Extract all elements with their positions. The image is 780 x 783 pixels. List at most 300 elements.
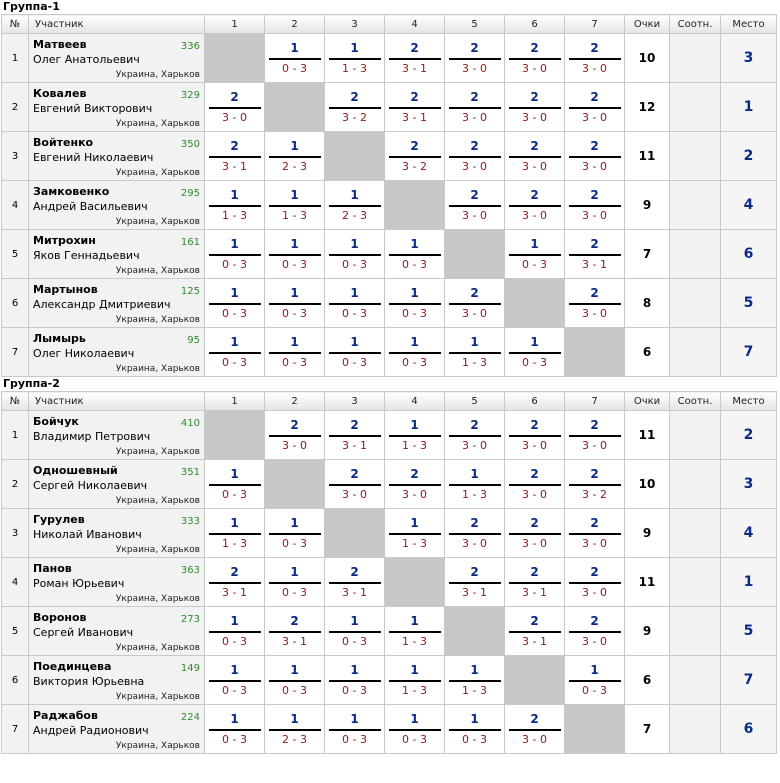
match-cell bbox=[325, 607, 385, 656]
match-score: 0 - 3 bbox=[582, 684, 607, 697]
header-opponent-7: 7 bbox=[565, 392, 625, 411]
player-city: Украина, Харьков bbox=[115, 364, 200, 374]
ratio-cell bbox=[670, 279, 721, 328]
match-cell bbox=[385, 705, 445, 754]
match-score: 0 - 3 bbox=[522, 258, 547, 271]
match-divider bbox=[389, 254, 441, 256]
match-score: 0 - 3 bbox=[342, 307, 367, 320]
match-divider bbox=[209, 254, 261, 256]
match-score: 3 - 0 bbox=[522, 488, 547, 501]
match-divider bbox=[269, 156, 321, 158]
match-points: 2 bbox=[410, 90, 419, 104]
player-cell[interactable] bbox=[29, 83, 205, 132]
match-score: 0 - 3 bbox=[222, 356, 247, 369]
match-divider bbox=[329, 435, 381, 437]
match-divider bbox=[329, 58, 381, 60]
match-cell bbox=[505, 509, 565, 558]
player-row bbox=[2, 230, 777, 279]
player-cell[interactable] bbox=[29, 230, 205, 279]
player-cell[interactable] bbox=[29, 656, 205, 705]
match-divider bbox=[449, 107, 501, 109]
total-points: 6 bbox=[625, 328, 670, 377]
match-divider bbox=[509, 631, 561, 633]
self-cell bbox=[385, 181, 445, 230]
player-fullname: Андрей Радионович bbox=[33, 724, 149, 737]
match-cell bbox=[265, 607, 325, 656]
player-row bbox=[2, 328, 777, 377]
match-cell bbox=[205, 83, 265, 132]
match-score: 0 - 3 bbox=[282, 356, 307, 369]
match-points: 1 bbox=[350, 188, 359, 202]
header-opponent-6: 6 bbox=[505, 392, 565, 411]
match-score: 3 - 1 bbox=[582, 258, 607, 271]
match-divider bbox=[449, 680, 501, 682]
ratio-cell bbox=[670, 181, 721, 230]
match-cell bbox=[205, 132, 265, 181]
header-opponent-6: 6 bbox=[505, 15, 565, 34]
match-divider bbox=[509, 435, 561, 437]
match-cell bbox=[265, 34, 325, 83]
player-surname[interactable]: Панов bbox=[33, 562, 72, 575]
player-cell[interactable] bbox=[29, 411, 205, 460]
group-title: Группа-2 bbox=[3, 377, 60, 390]
player-rating: 351 bbox=[180, 467, 200, 478]
place-cell: 2 bbox=[721, 132, 777, 181]
match-divider bbox=[449, 303, 501, 305]
player-surname[interactable]: Бойчук bbox=[33, 415, 79, 428]
match-cell bbox=[445, 132, 505, 181]
match-cell bbox=[505, 230, 565, 279]
match-divider bbox=[569, 582, 621, 584]
match-cell bbox=[445, 181, 505, 230]
match-points: 1 bbox=[290, 237, 299, 251]
match-cell bbox=[325, 230, 385, 279]
match-points: 1 bbox=[410, 335, 419, 349]
player-city: Украина, Харьков bbox=[115, 447, 200, 457]
match-divider bbox=[449, 205, 501, 207]
header-opponent-4: 4 bbox=[385, 15, 445, 34]
match-cell bbox=[265, 230, 325, 279]
ratio-cell bbox=[670, 656, 721, 705]
match-cell bbox=[505, 83, 565, 132]
match-score: 3 - 0 bbox=[522, 733, 547, 746]
self-cell bbox=[265, 83, 325, 132]
match-cell bbox=[565, 460, 625, 509]
player-row bbox=[2, 607, 777, 656]
place-cell: 4 bbox=[721, 509, 777, 558]
ratio-cell bbox=[670, 705, 721, 754]
match-divider bbox=[509, 533, 561, 535]
match-score: 3 - 1 bbox=[222, 586, 247, 599]
match-points: 1 bbox=[410, 614, 419, 628]
player-surname[interactable]: Поединцева bbox=[33, 660, 112, 673]
header-opponent-1: 1 bbox=[205, 15, 265, 34]
player-surname[interactable]: Раджабов bbox=[33, 709, 98, 722]
match-divider bbox=[269, 631, 321, 633]
player-surname[interactable]: Замковенко bbox=[33, 185, 110, 198]
match-points: 2 bbox=[530, 516, 539, 530]
player-fullname: Евгений Викторович bbox=[33, 102, 153, 115]
match-cell bbox=[325, 656, 385, 705]
match-divider bbox=[209, 156, 261, 158]
match-divider bbox=[329, 205, 381, 207]
self-cell bbox=[205, 411, 265, 460]
match-score: 0 - 3 bbox=[282, 684, 307, 697]
player-fullname: Яков Геннадьевич bbox=[33, 249, 140, 262]
match-points: 2 bbox=[350, 90, 359, 104]
player-surname[interactable]: Ковалев bbox=[33, 87, 87, 100]
player-fullname: Евгений Николаевич bbox=[33, 151, 154, 164]
match-divider bbox=[389, 352, 441, 354]
player-fullname: Олег Николаевич bbox=[33, 347, 135, 360]
match-score: 3 - 0 bbox=[582, 160, 607, 173]
match-points: 2 bbox=[590, 467, 599, 481]
player-number: 2 bbox=[2, 83, 29, 132]
player-cell[interactable] bbox=[29, 460, 205, 509]
match-divider bbox=[269, 680, 321, 682]
player-rating: 336 bbox=[180, 41, 200, 52]
header-ratio: Соотн. bbox=[670, 392, 721, 411]
match-cell bbox=[445, 328, 505, 377]
player-cell[interactable] bbox=[29, 181, 205, 230]
match-score: 3 - 1 bbox=[342, 586, 367, 599]
match-cell bbox=[505, 34, 565, 83]
match-cell bbox=[385, 34, 445, 83]
match-points: 2 bbox=[590, 516, 599, 530]
player-surname[interactable]: Гурулев bbox=[33, 513, 85, 526]
match-cell bbox=[505, 558, 565, 607]
player-surname[interactable]: Лымырь bbox=[33, 332, 86, 345]
match-cell bbox=[565, 181, 625, 230]
header-participant: Участник bbox=[29, 15, 205, 34]
match-divider bbox=[269, 254, 321, 256]
player-number: 5 bbox=[2, 607, 29, 656]
match-cell bbox=[325, 34, 385, 83]
match-cell bbox=[385, 279, 445, 328]
match-points: 1 bbox=[290, 663, 299, 677]
match-divider bbox=[269, 58, 321, 60]
match-divider bbox=[269, 582, 321, 584]
match-score: 1 - 3 bbox=[222, 537, 247, 550]
match-cell bbox=[505, 705, 565, 754]
match-points: 2 bbox=[410, 41, 419, 55]
place-cell: 6 bbox=[721, 705, 777, 754]
match-points: 2 bbox=[470, 139, 479, 153]
match-score: 1 - 3 bbox=[402, 439, 427, 452]
player-cell[interactable] bbox=[29, 509, 205, 558]
match-points: 2 bbox=[350, 565, 359, 579]
header-participant: Участник bbox=[29, 392, 205, 411]
match-divider bbox=[389, 729, 441, 731]
match-cell bbox=[265, 656, 325, 705]
match-score: 3 - 0 bbox=[582, 62, 607, 75]
player-cell[interactable] bbox=[29, 34, 205, 83]
match-cell bbox=[325, 83, 385, 132]
match-score: 0 - 3 bbox=[522, 356, 547, 369]
player-surname[interactable]: Одношевный bbox=[33, 464, 118, 477]
player-fullname: Сергей Иванович bbox=[33, 626, 134, 639]
match-divider bbox=[509, 107, 561, 109]
player-row bbox=[2, 509, 777, 558]
self-cell bbox=[445, 230, 505, 279]
total-points: 10 bbox=[625, 34, 670, 83]
header-place: Место bbox=[721, 15, 777, 34]
player-city: Украина, Харьков bbox=[115, 545, 200, 555]
match-points: 1 bbox=[410, 516, 419, 530]
match-score: 3 - 0 bbox=[462, 62, 487, 75]
match-points: 2 bbox=[410, 139, 419, 153]
match-divider bbox=[569, 107, 621, 109]
header-opponent-2: 2 bbox=[265, 15, 325, 34]
match-divider bbox=[209, 680, 261, 682]
match-score: 1 - 3 bbox=[462, 684, 487, 697]
player-number: 1 bbox=[2, 34, 29, 83]
match-cell bbox=[505, 607, 565, 656]
match-divider bbox=[389, 680, 441, 682]
ratio-cell bbox=[670, 509, 721, 558]
player-row bbox=[2, 83, 777, 132]
match-divider bbox=[269, 435, 321, 437]
player-city: Украина, Харьков bbox=[115, 119, 200, 129]
player-rating: 350 bbox=[180, 139, 200, 150]
total-points: 11 bbox=[625, 411, 670, 460]
match-cell bbox=[205, 509, 265, 558]
match-score: 3 - 0 bbox=[402, 488, 427, 501]
header-points: Очки bbox=[625, 15, 670, 34]
match-cell bbox=[205, 656, 265, 705]
header-num: № bbox=[2, 392, 29, 411]
player-rating: 295 bbox=[180, 188, 200, 199]
match-score: 1 - 3 bbox=[462, 488, 487, 501]
match-divider bbox=[509, 729, 561, 731]
match-points: 1 bbox=[290, 188, 299, 202]
match-score: 0 - 3 bbox=[282, 307, 307, 320]
match-cell bbox=[505, 411, 565, 460]
player-fullname: Александр Дмитриевич bbox=[33, 298, 171, 311]
match-cell bbox=[565, 132, 625, 181]
match-divider bbox=[569, 435, 621, 437]
match-points: 1 bbox=[290, 335, 299, 349]
match-points: 1 bbox=[290, 139, 299, 153]
match-divider bbox=[329, 303, 381, 305]
match-divider bbox=[569, 254, 621, 256]
player-number: 2 bbox=[2, 460, 29, 509]
match-cell bbox=[445, 34, 505, 83]
match-score: 0 - 3 bbox=[222, 258, 247, 271]
match-score: 2 - 3 bbox=[342, 209, 367, 222]
header-opponent-5: 5 bbox=[445, 392, 505, 411]
match-points: 1 bbox=[470, 712, 479, 726]
player-rating: 410 bbox=[180, 418, 200, 429]
match-score: 0 - 3 bbox=[222, 635, 247, 648]
player-cell[interactable] bbox=[29, 132, 205, 181]
place-cell: 7 bbox=[721, 328, 777, 377]
player-surname[interactable]: Матвеев bbox=[33, 38, 87, 51]
player-rating: 363 bbox=[180, 565, 200, 576]
match-score: 1 - 3 bbox=[222, 209, 247, 222]
place-cell: 5 bbox=[721, 279, 777, 328]
match-cell bbox=[265, 411, 325, 460]
player-city: Украина, Харьков bbox=[115, 168, 200, 178]
match-score: 3 - 0 bbox=[282, 439, 307, 452]
match-divider bbox=[269, 303, 321, 305]
place-cell: 1 bbox=[721, 558, 777, 607]
match-score: 0 - 3 bbox=[342, 258, 367, 271]
match-cell bbox=[325, 411, 385, 460]
player-city: Украина, Харьков bbox=[115, 692, 200, 702]
ratio-cell bbox=[670, 132, 721, 181]
match-cell bbox=[385, 607, 445, 656]
match-score: 3 - 2 bbox=[582, 488, 607, 501]
match-cell bbox=[565, 230, 625, 279]
player-row bbox=[2, 558, 777, 607]
match-points: 2 bbox=[470, 516, 479, 530]
total-points: 8 bbox=[625, 279, 670, 328]
match-points: 1 bbox=[290, 286, 299, 300]
player-rating: 95 bbox=[187, 335, 200, 346]
match-divider bbox=[329, 631, 381, 633]
header-points: Очки bbox=[625, 392, 670, 411]
match-score: 0 - 3 bbox=[402, 258, 427, 271]
match-score: 0 - 3 bbox=[222, 488, 247, 501]
match-cell bbox=[565, 34, 625, 83]
match-cell bbox=[265, 279, 325, 328]
match-divider bbox=[509, 254, 561, 256]
match-divider bbox=[449, 582, 501, 584]
match-score: 3 - 0 bbox=[582, 439, 607, 452]
match-divider bbox=[449, 435, 501, 437]
match-cell bbox=[205, 558, 265, 607]
match-divider bbox=[329, 484, 381, 486]
header-opponent-4: 4 bbox=[385, 392, 445, 411]
ratio-cell bbox=[670, 328, 721, 377]
place-cell: 3 bbox=[721, 460, 777, 509]
player-number: 5 bbox=[2, 230, 29, 279]
match-score: 3 - 1 bbox=[282, 635, 307, 648]
player-cell[interactable] bbox=[29, 558, 205, 607]
player-surname[interactable]: Митрохин bbox=[33, 234, 96, 247]
match-score: 0 - 3 bbox=[222, 733, 247, 746]
match-points: 2 bbox=[530, 418, 539, 432]
match-points: 2 bbox=[590, 565, 599, 579]
player-surname[interactable]: Воронов bbox=[33, 611, 87, 624]
player-city: Украина, Харьков bbox=[115, 643, 200, 653]
match-score: 3 - 1 bbox=[402, 111, 427, 124]
match-points: 1 bbox=[410, 712, 419, 726]
self-cell bbox=[505, 656, 565, 705]
match-score: 0 - 3 bbox=[282, 537, 307, 550]
match-points: 1 bbox=[350, 237, 359, 251]
match-cell bbox=[385, 83, 445, 132]
match-score: 3 - 0 bbox=[582, 209, 607, 222]
match-score: 3 - 0 bbox=[582, 111, 607, 124]
match-points: 2 bbox=[230, 90, 239, 104]
match-score: 3 - 0 bbox=[462, 160, 487, 173]
header-num: № bbox=[2, 15, 29, 34]
match-points: 1 bbox=[230, 712, 239, 726]
header-row bbox=[2, 392, 777, 411]
player-cell[interactable] bbox=[29, 279, 205, 328]
match-divider bbox=[329, 582, 381, 584]
player-surname[interactable]: Мартынов bbox=[33, 283, 98, 296]
self-cell bbox=[445, 607, 505, 656]
match-score: 3 - 0 bbox=[582, 537, 607, 550]
ratio-cell bbox=[670, 230, 721, 279]
match-points: 1 bbox=[350, 286, 359, 300]
match-divider bbox=[209, 303, 261, 305]
match-cell bbox=[445, 705, 505, 754]
match-score: 3 - 0 bbox=[462, 209, 487, 222]
place-cell: 7 bbox=[721, 656, 777, 705]
total-points: 11 bbox=[625, 558, 670, 607]
match-points: 1 bbox=[470, 663, 479, 677]
match-divider bbox=[389, 107, 441, 109]
match-divider bbox=[389, 303, 441, 305]
match-points: 1 bbox=[410, 663, 419, 677]
match-points: 2 bbox=[530, 467, 539, 481]
match-divider bbox=[209, 107, 261, 109]
match-cell bbox=[325, 181, 385, 230]
self-cell bbox=[385, 558, 445, 607]
ratio-cell bbox=[670, 411, 721, 460]
player-cell[interactable] bbox=[29, 705, 205, 754]
match-score: 1 - 3 bbox=[402, 684, 427, 697]
match-cell bbox=[205, 181, 265, 230]
match-points: 1 bbox=[230, 516, 239, 530]
match-divider bbox=[209, 582, 261, 584]
match-points: 1 bbox=[470, 467, 479, 481]
match-score: 0 - 3 bbox=[222, 307, 247, 320]
self-cell bbox=[505, 279, 565, 328]
match-points: 2 bbox=[530, 90, 539, 104]
match-cell bbox=[385, 328, 445, 377]
self-cell bbox=[265, 460, 325, 509]
match-points: 1 bbox=[590, 663, 599, 677]
match-points: 1 bbox=[290, 41, 299, 55]
match-points: 2 bbox=[470, 90, 479, 104]
match-divider bbox=[209, 352, 261, 354]
match-divider bbox=[449, 352, 501, 354]
match-score: 3 - 1 bbox=[342, 439, 367, 452]
total-points: 9 bbox=[625, 181, 670, 230]
match-points: 2 bbox=[350, 467, 359, 481]
match-cell bbox=[505, 132, 565, 181]
player-cell[interactable] bbox=[29, 607, 205, 656]
player-cell[interactable] bbox=[29, 328, 205, 377]
match-score: 0 - 3 bbox=[342, 356, 367, 369]
ratio-cell bbox=[670, 460, 721, 509]
match-cell bbox=[325, 705, 385, 754]
header-place: Место bbox=[721, 392, 777, 411]
match-points: 2 bbox=[590, 237, 599, 251]
match-points: 1 bbox=[230, 467, 239, 481]
match-divider bbox=[329, 254, 381, 256]
match-score: 0 - 3 bbox=[282, 258, 307, 271]
match-points: 2 bbox=[590, 139, 599, 153]
player-surname[interactable]: Войтенко bbox=[33, 136, 94, 149]
match-score: 3 - 0 bbox=[582, 586, 607, 599]
match-cell bbox=[385, 460, 445, 509]
match-divider bbox=[329, 352, 381, 354]
match-score: 3 - 0 bbox=[462, 439, 487, 452]
player-fullname: Андрей Васильевич bbox=[33, 200, 148, 213]
player-number: 3 bbox=[2, 509, 29, 558]
player-row bbox=[2, 460, 777, 509]
match-cell bbox=[565, 509, 625, 558]
match-cell bbox=[205, 460, 265, 509]
match-score: 3 - 0 bbox=[222, 111, 247, 124]
player-rating: 161 bbox=[180, 237, 200, 248]
